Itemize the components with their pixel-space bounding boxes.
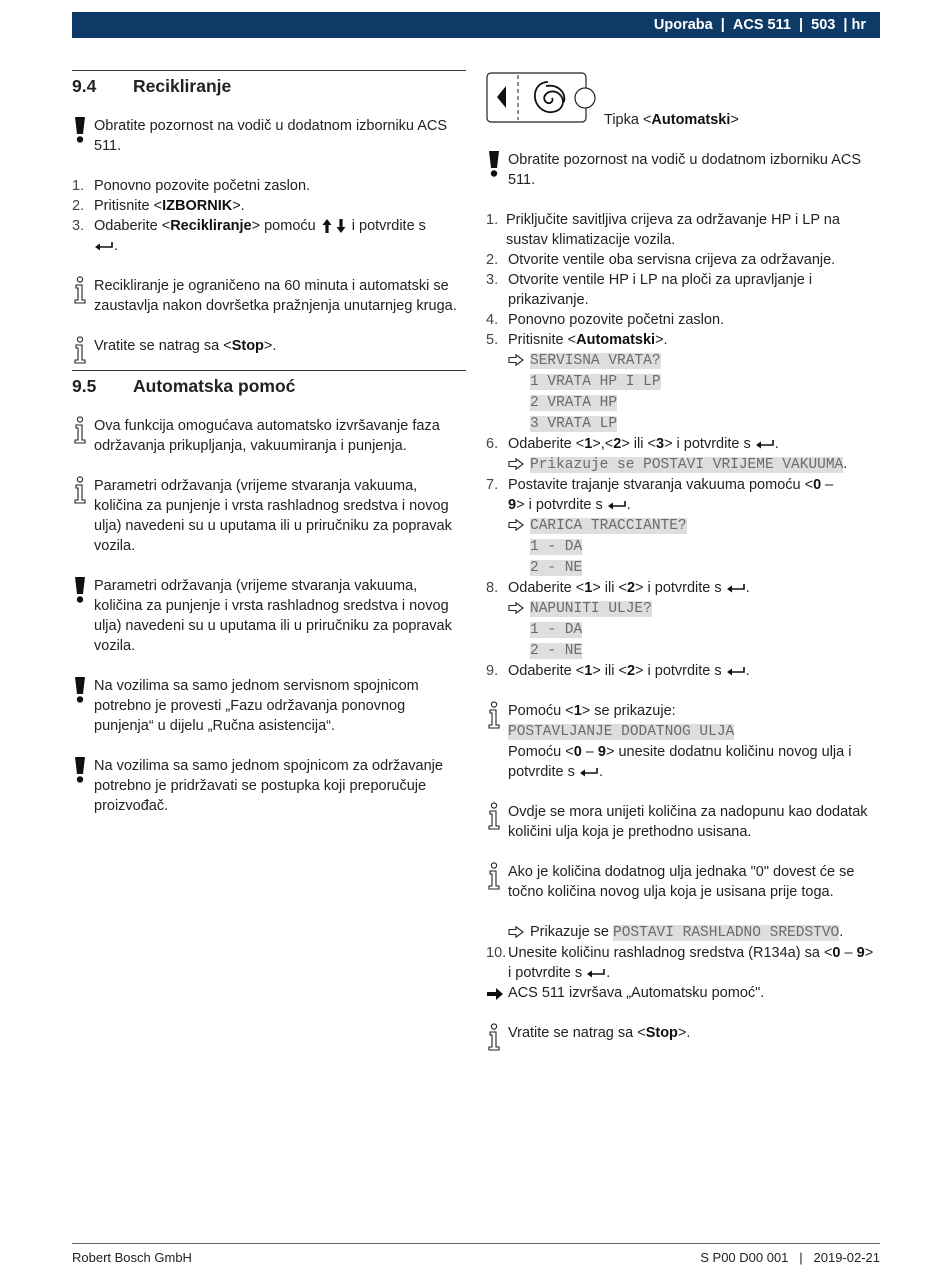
step-text: Otvorite ventile HP i LP na ploči za upravljanje i prikazivanje. xyxy=(508,272,813,308)
step-number: 1. xyxy=(72,178,85,194)
stop-key-label: Stop xyxy=(645,1025,678,1041)
step-number: 1. xyxy=(486,212,499,228)
info-icon xyxy=(72,476,88,504)
step-text: Unesite količinu rashladnog sredstva (R134a) sa < xyxy=(508,945,833,961)
display-line: POSTAVLJANJE DODATNOG ULJA xyxy=(508,724,735,740)
warning-note xyxy=(72,116,466,156)
info-note xyxy=(486,1023,880,1043)
header-separator: | xyxy=(799,17,804,33)
step-number: 5. xyxy=(486,332,499,348)
note-text: Na vozilima sa samo jednom servisnom spojnicom potrebno je provesti „Fazu održavanja ponovnog punjenja“ u dijelu „Ručna asistencija“. xyxy=(94,678,419,734)
option-number: 2 xyxy=(613,436,622,452)
screen-display xyxy=(486,619,880,640)
display-line: 1 VRATA HP I LP xyxy=(530,374,661,390)
result-line: Prikazuje se POSTAVI VRIJEME VAKUUMA. xyxy=(486,454,880,475)
automatic-key-icon xyxy=(486,72,598,126)
footer-company: Robert Bosch GmbH xyxy=(72,1250,192,1265)
display-line: POSTAVI VRIJEME VAKUUMA xyxy=(643,457,844,473)
step-text: >. xyxy=(232,198,245,214)
info-note xyxy=(72,336,466,356)
note-text: Ako je količina dodatnog ulja jednaka "0" dovest će se točno količina novog ulja koja je usisana prije toga. xyxy=(508,864,855,900)
enter-key-icon xyxy=(726,583,746,593)
list-item: 8. Odaberite <1> ili <2> i potvrdite s . xyxy=(486,580,750,596)
step-text: Ponovno pozovite početni zaslon. xyxy=(508,312,725,328)
digit-range-start: 0 xyxy=(832,945,841,961)
enter-key-icon xyxy=(726,666,746,676)
automatic-assist-steps xyxy=(486,210,880,681)
section-number: 9.4 xyxy=(72,76,97,96)
step-text: – xyxy=(821,477,834,493)
step-number: 3. xyxy=(486,272,499,288)
list-item xyxy=(486,250,880,270)
note-text: Ovdje se mora unijeti količina za nadopunu kao dodatak količini ulja koja je prethodno usisana. xyxy=(508,804,868,840)
warning-note xyxy=(486,150,880,190)
step-text: Pritisnite < xyxy=(94,198,163,214)
note-text: > unesite dodatnu količinu novog ulja i potvrdite s xyxy=(508,744,852,780)
display-line: NAPUNITI ULJE? xyxy=(530,601,652,617)
footer-divider xyxy=(72,1243,880,1244)
list-item xyxy=(486,270,880,310)
warning-icon xyxy=(72,576,88,604)
digit-range-end: 9 xyxy=(856,945,865,961)
header-product: ACS 511 xyxy=(732,17,791,33)
result-arrow-icon xyxy=(508,602,524,614)
step-text: > i potvrdite s xyxy=(508,945,874,981)
option-number: 2 xyxy=(626,580,636,596)
screen-display xyxy=(486,598,880,619)
page-header xyxy=(72,12,880,38)
key-text: Tipka < xyxy=(604,112,652,128)
note-text: Na vozilima sa samo jednom spojnicom za održavanje potrebno je pridržavati se postupka koji preporučuje proizvođač. xyxy=(94,758,443,814)
section-title: Recikliranje xyxy=(133,76,232,96)
result-arrow-icon xyxy=(508,354,524,366)
display-line: 2 - NE xyxy=(530,560,583,576)
display-line: 1 - DA xyxy=(530,539,583,555)
list-item xyxy=(72,196,466,216)
section-heading-9-4 xyxy=(72,70,466,104)
note-text: Obratite pozornost na vodič u dodatnom izborniku ACS 511. xyxy=(94,118,448,154)
note-text: Vratite se natrag sa < xyxy=(94,338,232,354)
result-line: Prikazuje se POSTAVI RASHLADNO SREDSTVO. xyxy=(486,922,880,943)
step-text: Odaberite < xyxy=(94,218,171,234)
enter-key-icon xyxy=(755,439,775,449)
step-number: 6. xyxy=(486,436,499,452)
footer-separator: | xyxy=(799,1250,803,1265)
info-icon xyxy=(72,416,88,444)
list-item: 7. Postavite trajanje stvaranja vakuuma pomoću <0 – 9> i potvrdite s . xyxy=(486,477,834,513)
header-language: hr xyxy=(851,17,866,33)
header-separator: | xyxy=(720,17,725,33)
display-line: CARICA TRACCIANTE? xyxy=(530,518,687,534)
display-line: 2 - NE xyxy=(530,643,583,659)
enter-key-icon xyxy=(94,241,114,251)
footer-date: 2019-02-21 xyxy=(813,1250,880,1265)
note-text: – xyxy=(581,744,598,760)
digit-range-start: 0 xyxy=(813,477,822,493)
step-number: 7. xyxy=(486,477,499,493)
note-text: Recikliranje je ograničeno na 60 minuta i automatski se zaustavlja nakon dovršetka pražnjenja unutarnjeg kruga. xyxy=(94,278,457,314)
note-text: Pomoću < xyxy=(508,744,574,760)
screen-display xyxy=(486,536,880,557)
digit-range-end: 9 xyxy=(508,497,517,513)
list-item: 6. Odaberite <1>,<2> ili <3> i potvrdite s . xyxy=(486,436,779,452)
info-icon xyxy=(486,862,502,890)
warning-icon xyxy=(72,676,88,704)
screen-display xyxy=(486,350,880,371)
result-arrow-icon xyxy=(508,458,524,470)
note-text: Pomoću < xyxy=(508,703,574,719)
list-item xyxy=(486,210,880,250)
option-number: 3 xyxy=(655,436,665,452)
recycling-steps xyxy=(72,176,466,256)
step-text: >. xyxy=(655,332,668,348)
step-text: > ili < xyxy=(592,580,627,596)
option-number: 1 xyxy=(584,580,593,596)
info-note xyxy=(72,276,466,316)
info-icon xyxy=(72,336,88,364)
step-text: > i potvrdite s xyxy=(635,580,722,596)
step-text: Priključite savitljiva crijeva za održavanje HP i LP na sustav klimatizacije vozila. xyxy=(506,212,840,248)
note-text: >. xyxy=(263,338,277,354)
option-number: 1 xyxy=(584,663,593,679)
note-text: > se prikazuje: xyxy=(581,703,676,719)
header-page-number: 503 xyxy=(811,17,836,33)
step-number: 2. xyxy=(486,252,499,268)
key-text: > xyxy=(730,112,739,128)
note-text: Obratite pozornost na vodič u dodatnom izborniku ACS 511. xyxy=(508,152,862,188)
note-text: Parametri održavanja (vrijeme stvaranja vakuuma, količina za punjenje i vrsta rashladnog sredstva i novog ulja) navedeni su u uputama ili u priručniku za popravak vozila. xyxy=(94,478,452,554)
note-text: >. xyxy=(677,1025,691,1041)
footer-doc-info xyxy=(700,1250,880,1265)
menu-key-label: IZBORNIK xyxy=(162,198,233,214)
automatic-key-figure xyxy=(486,72,880,142)
option-number: 1 xyxy=(584,436,593,452)
step-text: > i potvrdite s xyxy=(635,663,722,679)
display-line: 3 VRATA LP xyxy=(530,416,618,432)
section-heading-9-5 xyxy=(72,370,466,404)
screen-display xyxy=(486,557,880,578)
step-number: 8. xyxy=(486,580,499,596)
screen-display xyxy=(486,371,880,392)
warning-icon xyxy=(72,116,88,144)
info-note xyxy=(486,862,880,902)
footer-doc-number: S P00 D00 001 xyxy=(700,1250,789,1265)
step-number: 9. xyxy=(486,663,499,679)
digit-range-start: 0 xyxy=(573,744,582,760)
info-icon xyxy=(72,276,88,304)
display-line: SERVISNA VRATA? xyxy=(530,353,661,369)
step-number: 4. xyxy=(486,312,499,328)
list-item: 10. Unesite količinu rashladnog sredstva (R134a) sa <0 – 9> i potvrdite s . xyxy=(486,945,874,981)
step-text: Odaberite < xyxy=(508,663,585,679)
info-note: Pomoću <1> se prikazuje: POSTAVLJANJE DODATNOG ULJA Pomoću <0 – 9> unesite dodatnu količinu novog ulja i potvrdite s . xyxy=(486,701,880,782)
note-text: Vratite se natrag sa < xyxy=(508,1025,646,1041)
left-column xyxy=(72,70,466,836)
list-item xyxy=(486,310,880,330)
screen-display xyxy=(486,515,880,536)
step-text: > pomoću xyxy=(251,218,316,234)
warning-note xyxy=(72,756,466,816)
screen-display xyxy=(486,640,880,661)
step-text: Odaberite < xyxy=(508,580,585,596)
final-result-arrow-icon xyxy=(486,987,504,1001)
menu-option-label: Recikliranje xyxy=(170,218,252,234)
info-icon xyxy=(486,802,502,830)
option-number: 2 xyxy=(626,663,636,679)
info-icon xyxy=(486,701,502,729)
info-note xyxy=(72,476,466,556)
step-number: 3. xyxy=(72,218,85,234)
final-result xyxy=(486,983,880,1003)
display-line: POSTAVI RASHLADNO SREDSTVO xyxy=(613,925,840,941)
step-number: 2. xyxy=(72,198,85,214)
screen-display xyxy=(486,413,880,434)
list-item: 9. Odaberite <1> ili <2> i potvrdite s . xyxy=(486,663,750,679)
enter-key-icon xyxy=(586,968,606,978)
automatic-key-label xyxy=(604,110,739,130)
list-item: 3. Odaberite <Recikliranje> pomoću i potvrdite s . xyxy=(72,218,426,254)
option-number: 1 xyxy=(573,703,582,719)
warning-note xyxy=(72,676,466,736)
section-title: Automatska pomoć xyxy=(133,376,296,396)
enter-key-icon xyxy=(579,767,599,777)
final-text: ACS 511 izvršava „Automatsku pomoć". xyxy=(508,985,765,1001)
section-number: 9.5 xyxy=(72,376,97,396)
header-section: Uporaba xyxy=(653,17,713,33)
screen-display xyxy=(486,392,880,413)
note-text: Parametri održavanja (vrijeme stvaranja vakuuma, količina za punjenje i vrsta rashladnog sredstva i novog ulja) navedeni su u uputama ili u priručniku za popravak vozila. xyxy=(94,578,452,654)
info-icon xyxy=(486,1023,502,1051)
note-text: Ova funkcija omogućava automatsko izvršavanje faza održavanja prikupljanja, vakuumiranja i punjenja. xyxy=(94,418,440,454)
warning-icon xyxy=(486,150,502,178)
info-note xyxy=(72,416,466,456)
step-text: > ili < xyxy=(621,436,656,452)
stop-key-label: Stop xyxy=(231,338,264,354)
display-line: 1 - DA xyxy=(530,622,583,638)
step-text: – xyxy=(840,945,857,961)
result-arrow-icon xyxy=(508,519,524,531)
key-name: Automatski xyxy=(576,332,656,348)
display-line: 2 VRATA HP xyxy=(530,395,618,411)
header-separator: | xyxy=(843,17,848,33)
list-item xyxy=(72,176,466,196)
key-name: Automatski xyxy=(651,112,731,128)
result-arrow-icon xyxy=(508,926,524,938)
step-text: Postavite trajanje stvaranja vakuuma pomoću < xyxy=(508,477,814,493)
step-text: > i potvrdite s xyxy=(516,497,603,513)
step-text: Otvorite ventile oba servisna crijeva za održavanje. xyxy=(508,252,836,268)
result-text: Prikazuje se xyxy=(530,457,644,473)
enter-key-icon xyxy=(607,500,627,510)
arrow-up-down-icon xyxy=(320,218,348,234)
step-text: Pritisnite < xyxy=(508,332,577,348)
list-item xyxy=(486,330,880,350)
step-text: > ili < xyxy=(592,663,627,679)
step-text: > i potvrdite s xyxy=(664,436,751,452)
info-note xyxy=(486,802,880,842)
step-text: Odaberite < xyxy=(508,436,585,452)
step-number: 10. xyxy=(486,945,507,961)
step-text: i potvrdite s xyxy=(351,218,426,234)
step-text: >,< xyxy=(592,436,614,452)
warning-note xyxy=(72,576,466,656)
warning-icon xyxy=(72,756,88,784)
right-column xyxy=(486,72,880,1063)
step-text: Ponovno pozovite početni zaslon. xyxy=(94,178,311,194)
digit-range-end: 9 xyxy=(597,744,606,760)
result-text: Prikazuje se xyxy=(530,924,614,940)
